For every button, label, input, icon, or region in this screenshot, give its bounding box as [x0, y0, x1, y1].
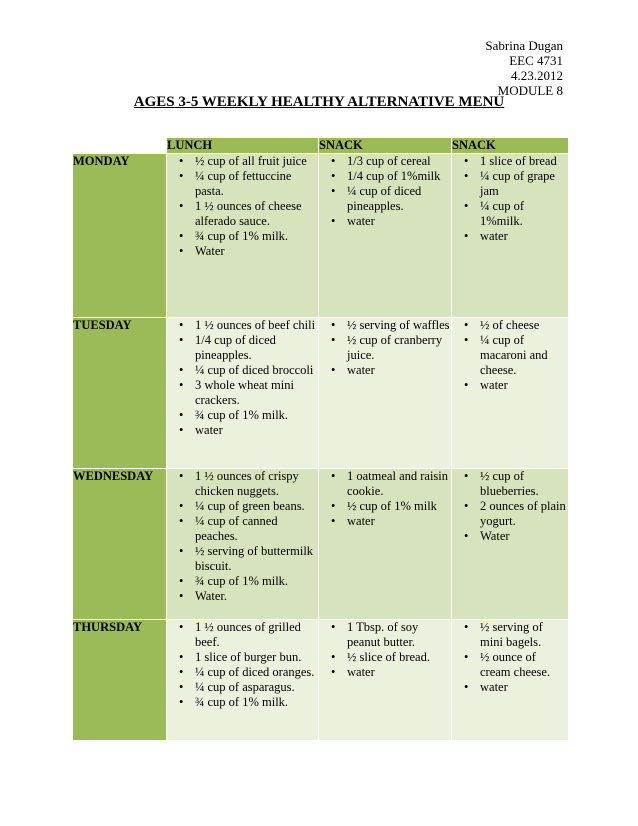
- lunch-cell: [167, 469, 319, 620]
- snack-list: [452, 318, 568, 393]
- menu-item: • 1 oatmeal and raisin cookie.: [347, 469, 451, 499]
- menu-item: • ¼ cup of diced pineapples.: [347, 184, 451, 214]
- lunch-list: [167, 469, 318, 604]
- day-label: THURSDAY: [73, 620, 167, 741]
- lunch-list: [167, 318, 318, 438]
- menu-item: • ½ slice of bread.: [347, 650, 451, 665]
- menu-item: • ¾ cup of 1% milk.: [195, 695, 318, 710]
- menu-item: • Water: [195, 244, 318, 259]
- menu-item: • water: [347, 214, 451, 229]
- table-row: [73, 318, 569, 469]
- menu-item: • Water.: [195, 589, 318, 604]
- snack-cell: [452, 154, 569, 318]
- menu-item: • 1/4 cup of diced pineapples.: [195, 333, 318, 363]
- day-label: MONDAY: [73, 154, 167, 318]
- menu-item: • ½ serving of waffles: [347, 318, 451, 333]
- menu-item: • ½ of cheese: [480, 318, 568, 333]
- table-header-row: [73, 138, 569, 154]
- menu-item: • water: [480, 378, 568, 393]
- menu-item: • ¼ cup of canned peaches.: [195, 514, 318, 544]
- menu-item: • 1/3 cup of cereal: [347, 154, 451, 169]
- menu-item: • 3 whole wheat mini crackers.: [195, 378, 318, 408]
- menu-item: • ¾ cup of 1% milk.: [195, 229, 318, 244]
- menu-item: • 1 ½ ounces of beef chili: [195, 318, 318, 333]
- menu-item: • 1 slice of burger bun.: [195, 650, 318, 665]
- menu-item: • 1 ½ ounces of grilled beef.: [195, 620, 318, 650]
- snack-cell: [319, 154, 452, 318]
- snack-cell: [452, 469, 569, 620]
- page-title: AGES 3-5 WEEKLY HEALTHY ALTERNATIVE MENU: [133, 94, 505, 110]
- menu-item: • ¼ cup of diced oranges.: [195, 665, 318, 680]
- menu-item: • 1 ½ ounces of cheese alferado sauce.: [195, 199, 318, 229]
- menu-item: • 1 slice of bread: [480, 154, 568, 169]
- menu-item: • water: [347, 363, 451, 378]
- snack-list: [319, 469, 451, 529]
- table-row: [73, 154, 569, 318]
- menu-item: • ¼ cup of grape jam: [480, 169, 568, 199]
- snack-cell: [452, 620, 569, 741]
- author-header: [485, 38, 563, 98]
- menu-item: • ½ serving of mini bagels.: [480, 620, 568, 650]
- day-label: WEDNESDAY: [73, 469, 167, 620]
- menu-item: • ¼ cup of macaroni and cheese.: [480, 333, 568, 378]
- menu-item: • ¼ cup of asparagus.: [195, 680, 318, 695]
- author-name: Sabrina Dugan: [485, 38, 563, 53]
- menu-item: • ½ ounce of cream cheese.: [480, 650, 568, 680]
- menu-item: • ¼ cup of diced broccoli: [195, 363, 318, 378]
- table-row: [73, 469, 569, 620]
- menu-item: • ¼ cup of fettuccine pasta.: [195, 169, 318, 199]
- lunch-list: [167, 154, 318, 259]
- lunch-list: [167, 620, 318, 710]
- menu-item: • ½ cup of cranberry juice.: [347, 333, 451, 363]
- menu-item: • water: [480, 229, 568, 244]
- lunch-cell: [167, 318, 319, 469]
- menu-item: • water: [480, 680, 568, 695]
- menu-item: • 2 ounces of plain yogurt.: [480, 499, 568, 529]
- snack-cell: [452, 318, 569, 469]
- snack-list: [319, 154, 451, 229]
- menu-item: • ½ cup of 1% milk: [347, 499, 451, 514]
- menu-item: • ¾ cup of 1% milk.: [195, 574, 318, 589]
- snack-list: [319, 620, 451, 680]
- snack-list: [319, 318, 451, 378]
- column-header-lunch: LUNCH: [167, 138, 319, 154]
- snack-list: [452, 154, 568, 244]
- column-header-snack-1: SNACK: [319, 138, 452, 154]
- day-label: TUESDAY: [73, 318, 167, 469]
- lunch-cell: [167, 154, 319, 318]
- snack-list: [452, 620, 568, 695]
- menu-item: • water: [195, 423, 318, 438]
- menu-item: • ½ cup of blueberries.: [480, 469, 568, 499]
- menu-item: • water: [347, 665, 451, 680]
- menu-item: • ½ cup of all fruit juice: [195, 154, 318, 169]
- menu-item: • Water: [480, 529, 568, 544]
- menu-item: • water: [347, 514, 451, 529]
- menu-body: [73, 154, 569, 741]
- menu-item: • ¼ cup of green beans.: [195, 499, 318, 514]
- menu-table: [72, 137, 569, 741]
- column-header-snack-2: SNACK: [452, 138, 569, 154]
- table-row: [73, 620, 569, 741]
- menu-item: • 1/4 cup of 1%milk: [347, 169, 451, 184]
- lunch-cell: [167, 620, 319, 741]
- module-label: MODULE 8: [497, 83, 563, 98]
- menu-item: • 1 Tbsp. of soy peanut butter.: [347, 620, 451, 650]
- snack-cell: [319, 469, 452, 620]
- snack-cell: [319, 620, 452, 741]
- menu-item: • ½ serving of buttermilk biscuit.: [195, 544, 318, 574]
- corner-cell: [73, 138, 167, 154]
- menu-item: • ¼ cup of 1%milk.: [480, 199, 568, 229]
- snack-cell: [319, 318, 452, 469]
- snack-list: [452, 469, 568, 544]
- menu-item: • ¾ cup of 1% milk.: [195, 408, 318, 423]
- menu-item: • 1 ½ ounces of crispy chicken nuggets.: [195, 469, 318, 499]
- document-date: 4.23.2012: [511, 68, 563, 83]
- course-code: EEC 4731: [509, 53, 563, 68]
